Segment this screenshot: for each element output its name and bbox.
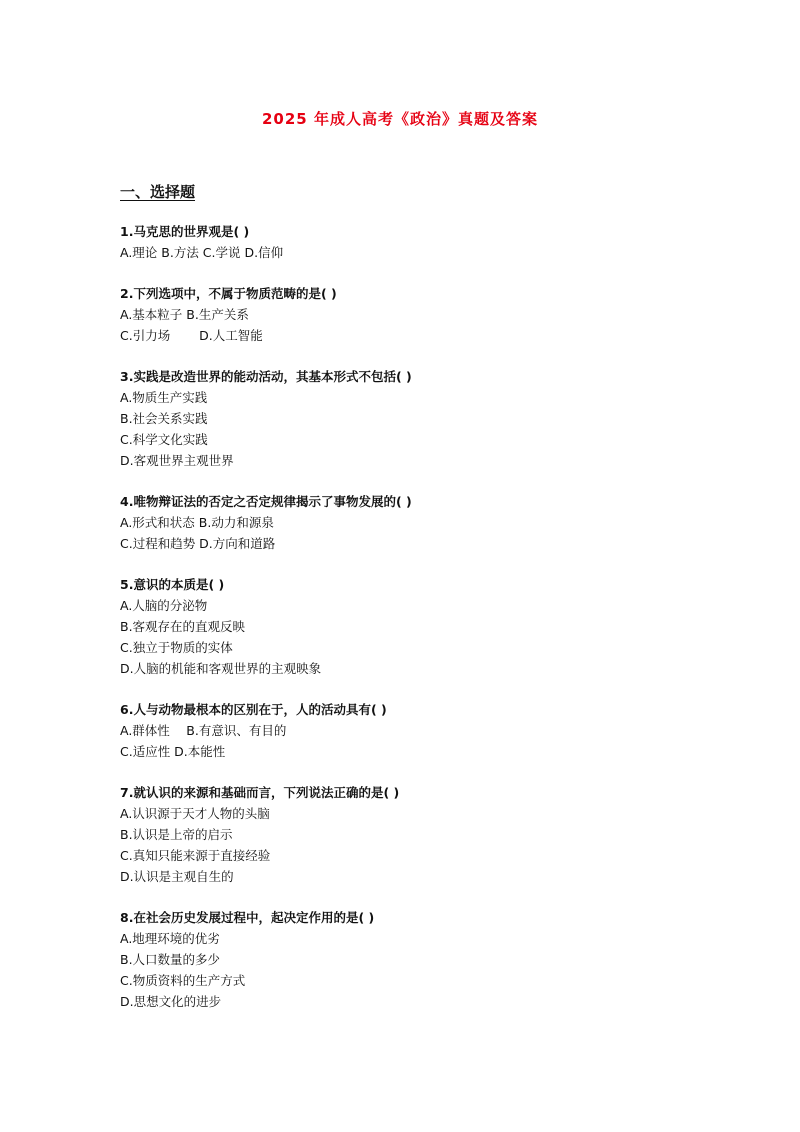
question-option: C.独立于物质的实体 [120,640,233,655]
question-options: C.过程和趋势 D.方向和道路 [120,536,276,551]
question-title: 6.人与动物最根本的区别在于，人的活动具有( ) [120,702,387,717]
question-option: C.物质资料的生产方式 [120,973,246,988]
question-option: A.人脑的分泌物 [120,598,208,613]
question-option: B.人口数量的多少 [120,952,221,967]
question-options: A.群体性 B.有意识、有目的 [120,723,287,738]
question-7 [120,783,720,887]
question-options: C.引力场 D.人工智能 [120,328,263,343]
question-options: A.基本粒子 B.生产关系 [120,307,249,322]
question-option: A.地理环境的优劣 [120,931,220,946]
question-option: D.思想文化的进步 [120,994,222,1009]
question-option: D.人脑的机能和客观世界的主观映象 [120,661,322,676]
question-options: C.适应性 D.本能性 [120,744,226,759]
question-1 [120,222,720,263]
question-option: A.物质生产实践 [120,390,208,405]
question-option: D.客观世界主观世界 [120,453,234,468]
question-6 [120,700,720,762]
document-title: 2025 年成人高考《政治》真题及答案 [262,110,538,128]
section-heading: 一、选择题 [120,183,196,201]
question-title: 5.意识的本质是( ) [120,577,225,592]
question-title: 7.就认识的来源和基础而言，下列说法正确的是( ) [120,785,400,800]
question-title: 2.下列选项中，不属于物质范畴的是( ) [120,286,337,301]
question-title: 3.实践是改造世界的能动活动，其基本形式不包括( ) [120,369,412,384]
question-options: A.形式和状态 B.动力和源泉 [120,515,274,530]
question-8 [120,908,720,1012]
question-3 [120,367,720,471]
question-option: C.科学文化实践 [120,432,208,447]
question-option: A.认识源于天才人物的头脑 [120,806,270,821]
question-title: 1.马克思的世界观是( ) [120,224,250,239]
question-list [120,222,720,1012]
question-title: 8.在社会历史发展过程中，起决定作用的是( ) [120,910,375,925]
question-options: A.理论 B.方法 C.学说 D.信仰 [120,245,284,260]
question-option: B.认识是上帝的启示 [120,827,233,842]
question-4 [120,492,720,554]
question-option: C.真知只能来源于直接经验 [120,848,271,863]
question-option: B.社会关系实践 [120,411,208,426]
question-2 [120,284,720,346]
question-option: D.认识是主观自生的 [120,869,234,884]
question-title: 4.唯物辩证法的否定之否定规律揭示了事物发展的( ) [120,494,412,509]
question-option: B.客观存在的直观反映 [120,619,246,634]
question-5 [120,575,720,679]
